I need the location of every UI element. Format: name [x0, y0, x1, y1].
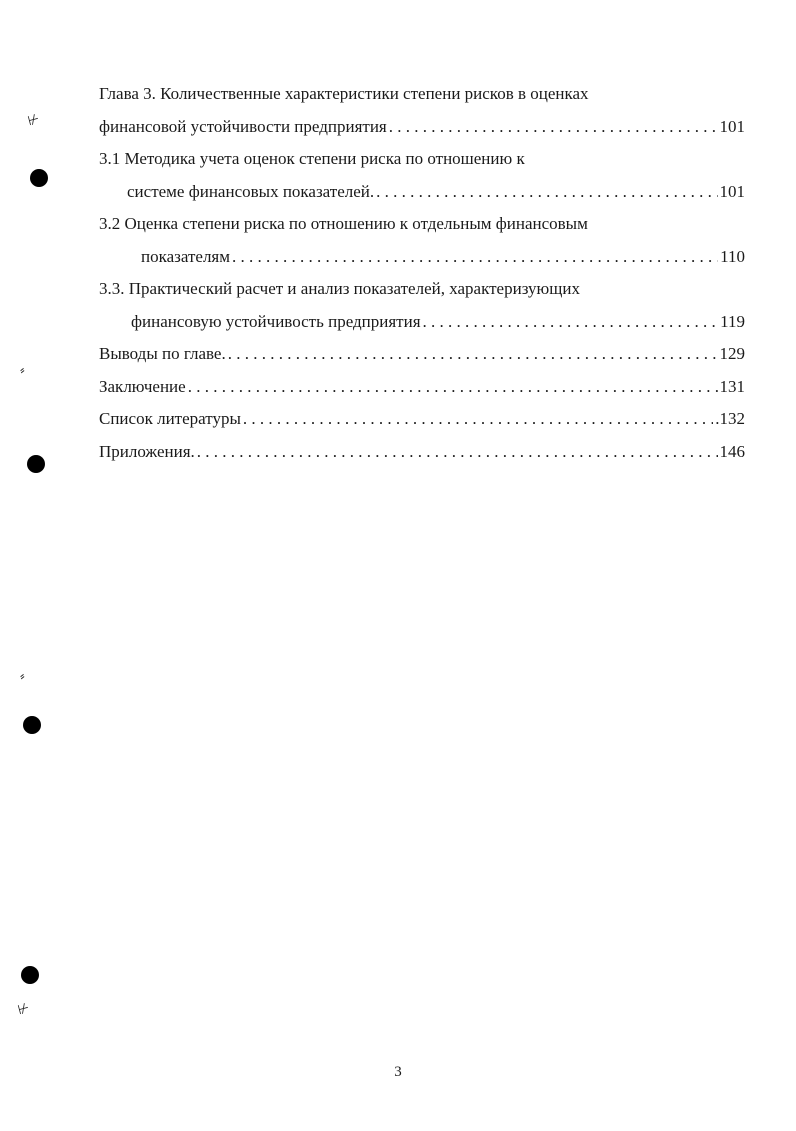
scribble-mark: ⊬ [26, 111, 42, 130]
toc-page-number: .132 [713, 403, 745, 436]
toc-page-number: 119 [718, 306, 745, 339]
dot-leader [423, 306, 719, 339]
toc-entry-text: Заключение [99, 371, 188, 404]
toc-entry-text: Приложения. [99, 436, 197, 469]
toc-entry-text: системе финансовых показателей. [127, 176, 376, 209]
scribble-mark: ⊬ [16, 1000, 32, 1019]
toc-page-number: 146 [718, 436, 746, 469]
toc-entry [99, 111, 745, 144]
toc-page-number: 101 [718, 176, 746, 209]
toc-entry-text: 3.3. Практический расчет и анализ показателей, характеризующих [99, 279, 580, 298]
dot-leader [232, 241, 718, 274]
punch-hole [30, 169, 48, 187]
scribble-mark: ⸗ [18, 362, 27, 379]
toc-entry [99, 338, 745, 371]
toc-chapter-heading [99, 78, 745, 111]
toc-entry [99, 176, 745, 209]
toc-page-number: 101 [718, 111, 746, 144]
toc-entry-text: 3.2 Оценка степени риска по отношению к отдельным финансовым [99, 214, 588, 233]
toc-entry [99, 241, 745, 274]
scribble-mark: ⸗ [18, 668, 27, 685]
toc-entry-text: финансовой устойчивости предприятия [99, 111, 389, 144]
toc-page-number: 131 [718, 371, 746, 404]
page-number: 3 [394, 1064, 402, 1080]
toc-page-number: 129 [718, 338, 746, 371]
toc-entry-text: Выводы по главе. [99, 338, 228, 371]
toc-entry [99, 403, 745, 436]
toc-entry-text: 3.1 Методика учета оценок степени риска по отношению к [99, 149, 525, 168]
toc-section-heading [99, 143, 745, 176]
dot-leader [376, 176, 717, 209]
dot-leader [197, 436, 718, 469]
punch-hole [27, 455, 45, 473]
punch-hole [21, 966, 39, 984]
toc-section-heading [99, 273, 745, 306]
dot-leader [228, 338, 718, 371]
toc-entry [99, 371, 745, 404]
toc-entry [99, 306, 745, 339]
dot-leader [188, 371, 718, 404]
punch-hole [23, 716, 41, 734]
dot-leader [243, 403, 713, 436]
toc-page-number: 110 [718, 241, 745, 274]
toc-entry-text: финансовую устойчивость предприятия [131, 306, 423, 339]
toc-entry-text: Глава 3. Количественные характеристики степени рисков в оценках [99, 84, 589, 103]
dot-leader [389, 111, 718, 144]
toc-entry-text: показателям [141, 241, 232, 274]
toc-section-heading [99, 208, 745, 241]
table-of-contents [99, 78, 745, 468]
toc-entry-text: Список литературы [99, 403, 243, 436]
toc-entry [99, 436, 745, 469]
